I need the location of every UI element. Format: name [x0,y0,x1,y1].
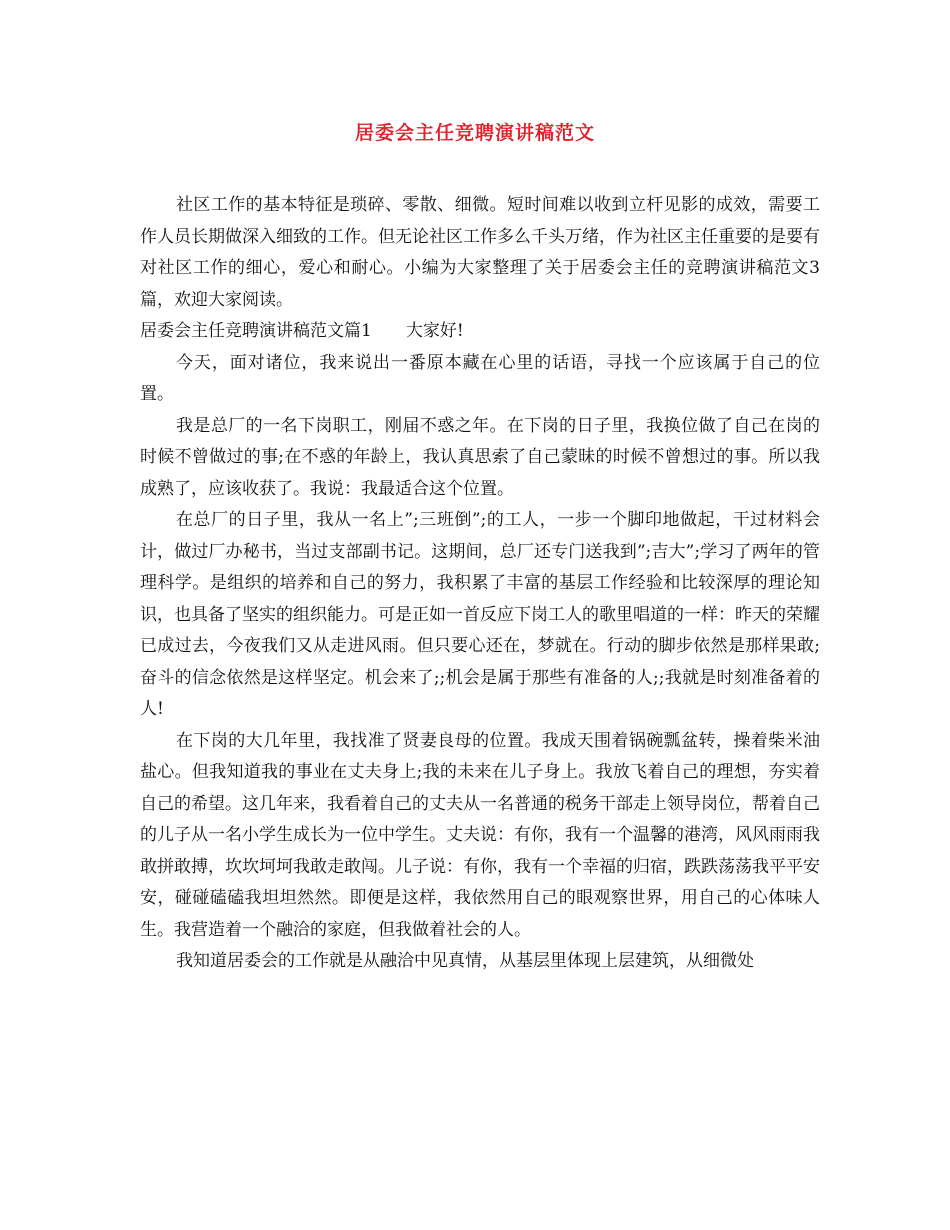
section-heading: 居委会主任竞聘演讲稿范文篇1 [140,321,372,341]
document-body [140,190,820,978]
body-paragraph-1: 今天，面对诸位，我来说出一番原本藏在心里的话语，寻找一个应该属于自己的位置。 [140,352,820,404]
body-paragraph-2: 我是总厂的一名下岗职工，刚届不惑之年。在下岗的日子里，我换位做了自己在岗的时候不曾做过的事;在不惑的年龄上，我认真思索了自己蒙昧的时候不曾想过的事。所以我成熟了，应该收获了。我说：我最适合这个位置。 [140,415,820,499]
document-title: 居委会主任竞聘演讲稿范文 [354,122,595,144]
intro-paragraph: 社区工作的基本特征是琐碎、零散、细微。短时间难以收到立杆见影的成效，需要工作人员长期做深入细致的工作。但无论社区工作多么千头万绪，作为社区主任重要的是要有对社区工作的细心，爱心和耐心。小编为大家整理了关于居委会主任的竞聘演讲稿范文3篇，欢迎大家阅读。 [140,195,820,310]
body-paragraph-3: 在总厂的日子里，我从一名上”;三班倒”;的工人，一步一个脚印地做起，干过材料会计，做过厂办秘书，当过支部副书记。这期间，总厂还专门送我到”;吉大”;学习了两年的管理科学。是组织的培养和自己的努力，我积累了丰富的基层工作经验和比较深厚的理论知识，也具备了坚实的组织能力。可是正如一首反应下岗工人的歌里唱道的一样：昨天的荣耀已成过去，今夜我们又从走进风雨。但只要心还在，梦就在。行动的脚步依然是那样果敢;奋斗的信念依然是这样坚定。机会来了;;机会是属于那些有准备的人;;我就是时刻准备着的人! [140,510,820,719]
section-heading-line [140,316,820,348]
greeting: 大家好! [405,321,464,341]
body-paragraph-4: 在下岗的大几年里，我找准了贤妻良母的位置。我成天围着锅碗瓢盆转，操着柴米油盐心。但我知道我的事业在丈夫身上;我的未来在儿子身上。我放飞着自己的理想，夯实着自己的希望。这几年来，我看着自己的丈夫从一名普通的税务干部走上领导岗位，帮着自己的儿子从一名小学生成长为一位中学生。丈夫说：有你，我有一个温馨的港湾，风风雨雨我敢拼敢搏，坎坎坷坷我敢走敢闯。儿子说：有你，我有一个幸福的归宿，跌跌荡荡我平平安安，碰碰磕磕我坦坦然然。即便是这样，我依然用自己的眼观察世界，用自己的心体味人生。我营造着一个融洽的家庭，但我做着社会的人。 [140,730,820,940]
body-paragraph-5: 我知道居委会的工作就是从融洽中见真情，从基层里体现上层建筑，从细微处 [176,951,754,971]
